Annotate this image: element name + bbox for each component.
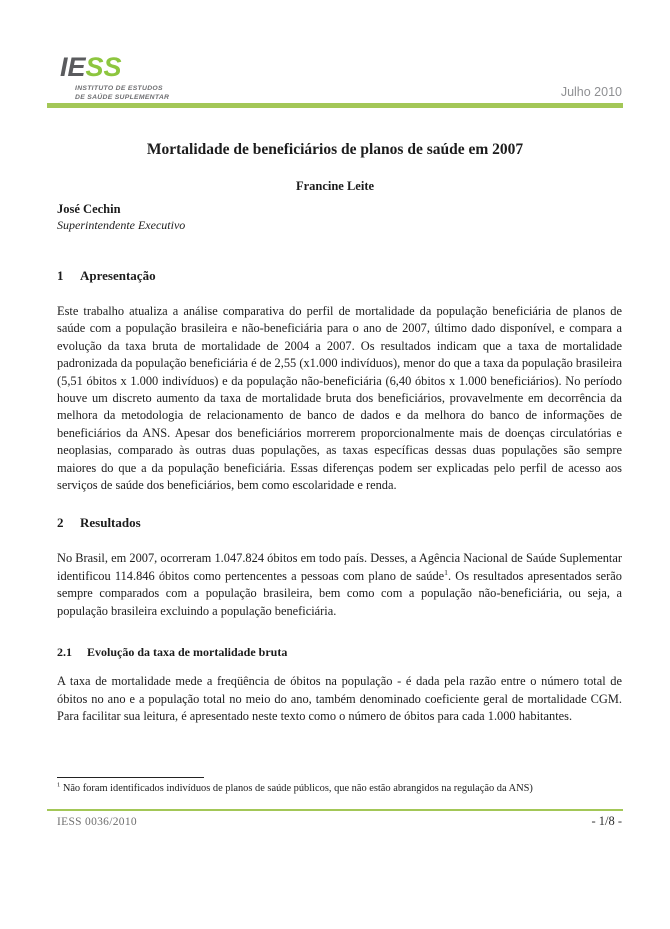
- signatory-name: José Cechin: [57, 202, 121, 216]
- subsection-2-1-heading: [57, 645, 622, 660]
- section-2-title: Resultados: [80, 515, 141, 531]
- footnote-separator-rule: [57, 777, 204, 778]
- header-green-rule: [47, 103, 623, 108]
- iess-logo: [60, 54, 169, 102]
- iess-logo-tagline: [75, 84, 169, 102]
- section-2-heading: [57, 515, 622, 531]
- author-name: Francine Leite: [295, 179, 375, 193]
- section-1-title: Apresentação: [80, 268, 156, 283]
- footer-document-id: IESS 0036/2010: [57, 816, 137, 828]
- document-body: [57, 268, 622, 725]
- footer-page-number: - 1/8 -: [591, 814, 622, 828]
- footnote: [57, 782, 622, 796]
- subsection-2-1-paragraph: A taxa de mortalidade mede a freqüência de óbitos na população - é dada pela razão entre o número total de óbitos no ano e a população total no meio do ano, também denominado coeficiente geral de mortalidade CGM. Para facilitar sua leitura, é apresentado neste texto como o número de óbitos para cada 1.000 habitantes.: [57, 674, 622, 723]
- section-1-number: 1: [57, 268, 64, 283]
- logo-gray-letters: IE: [60, 52, 86, 82]
- section-2-text-after-footnote: . Os resultados apresentados serão sempre comparados com a população brasileira, bem como com a população não-beneficiária, ou seja, a população brasileira excluindo a população beneficiária.: [57, 568, 622, 618]
- subsection-2-1-number: 2.1: [57, 645, 72, 660]
- logo-tagline-line2: DE SAÚDE SUPLEMENTAR: [75, 94, 170, 102]
- section-2-paragraph: [57, 550, 622, 620]
- iess-logo-wordmark: [60, 54, 169, 81]
- section-1-paragraph: Este trabalho atualiza a análise comparativa do perfil de mortalidade da população beneficiária de planos de saúde com a população brasileira e não-beneficiária para o ano de 2007, último dado disponível, e compara a evolução da taxa bruta de mortalidade de 2004 a 2007. Os resultados indicam que a taxa de mortalidade padronizada da população beneficiária é de 2,55 (x1.000 indivíduos), menor do que a taxa da população brasileira (5,51 óbitos x 1.000 indivíduos) e da população não-beneficiária (6,40 óbitos x 1.000 beneficiários). No período houve um discreto aumento da taxa de mortalidade bruta dos beneficiários, provavelmente em decorrência da melhora da metodologia de relacionamento de banco de dados e da melhora do banco de informações de beneficiários da ANS. Apesar dos beneficiários morrerem proporcionalmente mais de doenças circulatórias e neoplasias, comparado às outras duas populações, as taxas específicas dessas duas populações são sempre maiores do que a da população beneficiária. Essas diferenças podem ser explicadas pelo perfil de acesso aos serviços de saúde dos beneficiários, bem como escolaridade e renda.: [57, 304, 622, 493]
- logo-tagline-line1: INSTITUTO DE ESTUDOS: [75, 85, 163, 92]
- signatory-role: Superintendente Executivo: [57, 218, 186, 232]
- footnote-reference-marker: 1: [444, 567, 449, 577]
- page-title: Mortalidade de beneficiários de planos de saúde em 2007: [146, 141, 524, 158]
- page-footer: [57, 814, 622, 829]
- logo-green-letters: SS: [85, 52, 122, 82]
- section-2-text-before-footnote: No Brasil, em 2007, ocorreram 1.047.824 óbitos em todo país. Desses, a Agência Nacional de Saúde Suplementar identificou 114.846 óbitos como pertencentes a pessoas com plano de saúde: [57, 551, 622, 583]
- footnote-text: Não foram identificados indivíduos de planos de saúde públicos, que não estão abrangidos na regulação da ANS): [60, 783, 533, 794]
- subsection-2-1-title: Evolução da taxa de mortalidade bruta: [87, 645, 288, 660]
- footnote-marker: 1: [57, 781, 61, 789]
- section-2-number: 2: [57, 515, 64, 531]
- footer-green-rule: [47, 809, 623, 811]
- signatory-block: [57, 202, 185, 233]
- section-1-heading: [57, 268, 622, 284]
- header-date: Julho 2010: [560, 85, 622, 99]
